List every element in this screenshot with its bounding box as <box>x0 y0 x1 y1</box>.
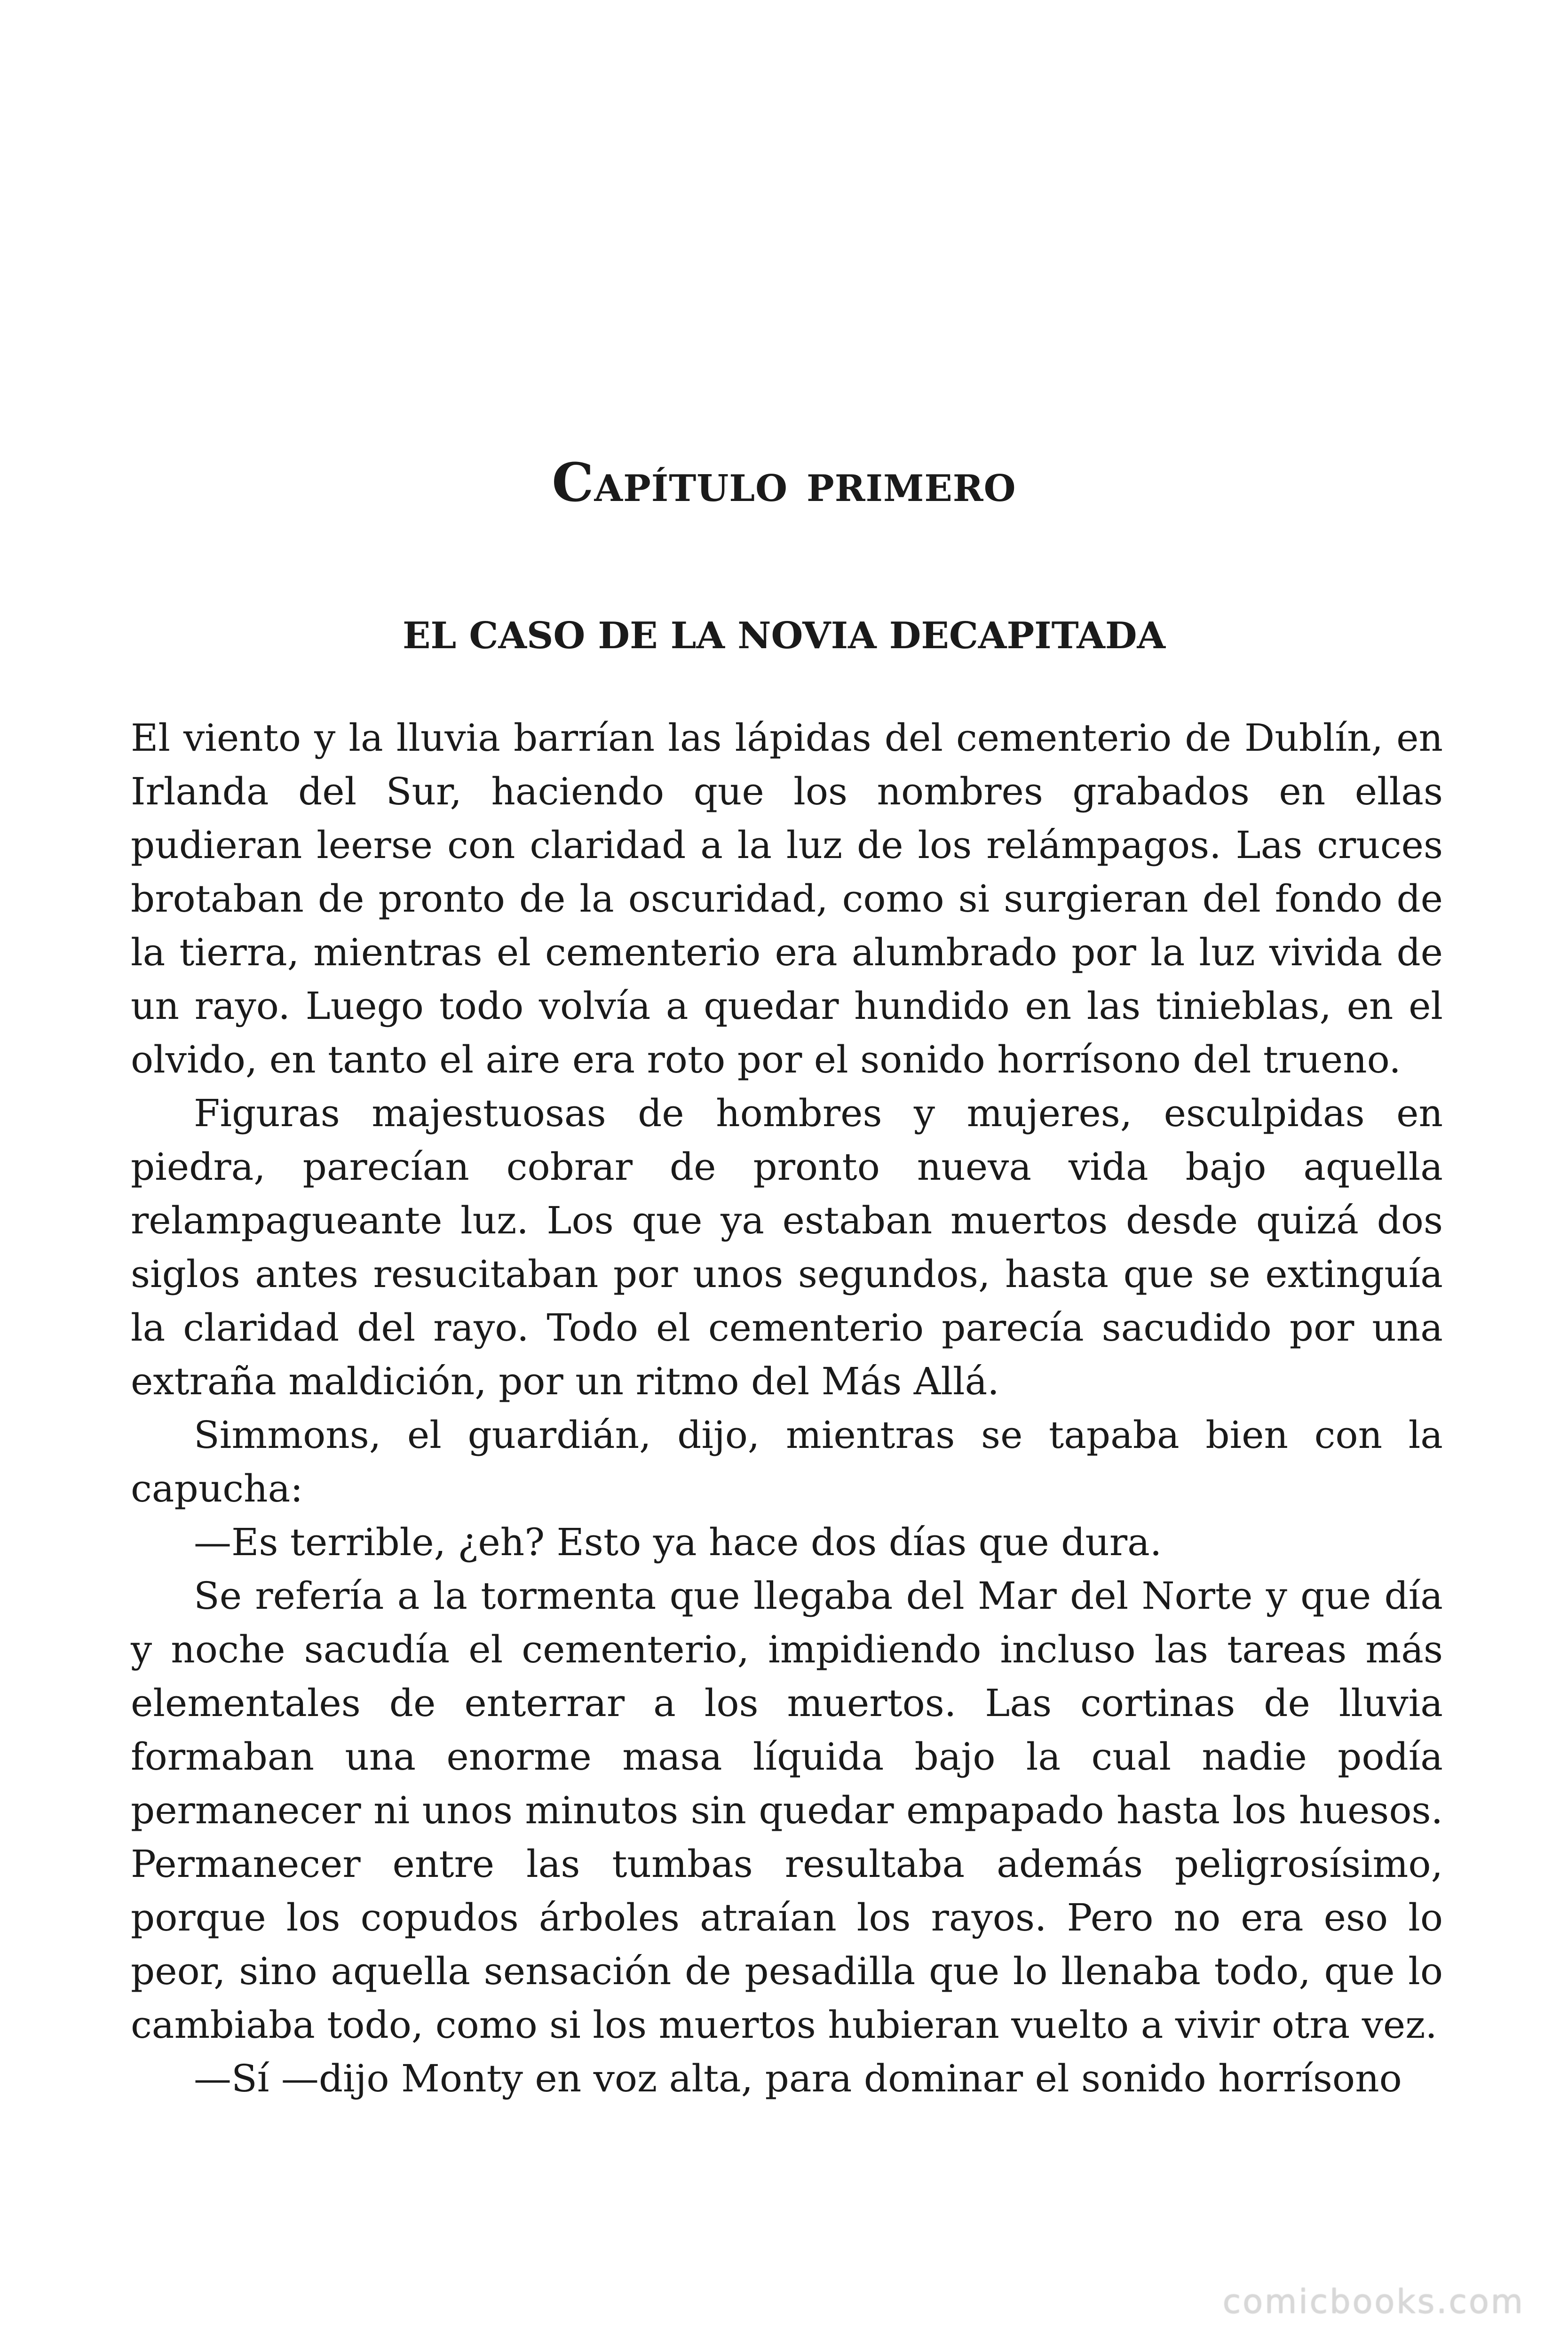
watermark: comicbooks.com <box>1222 2282 1525 2321</box>
paragraph: Se refería a la tormenta que llegaba del Mar del Norte y que día y noche sacudía el cementerio, impidiendo incluso las tareas más elementales de enterrar a los muertos. Las cortinas de lluvia formaban una enorme masa líquida bajo la cual nadie podía permanecer ni unos minutos sin quedar empapado hasta los huesos. Permanecer entre las tumbas resultaba además peligrosísimo, porque los copudos árboles atraían los rayos. Pero no era eso lo peor, sino aquella sensación de pesadilla que lo llenaba todo, que lo cambiaba todo, como si los muertos hubieran vuelto a vivir otra vez. <box>131 1574 1443 2047</box>
chapter-subtitle: EL CASO DE LA NOVIA DECAPITADA <box>402 614 1166 657</box>
paragraph: —Sí —dijo Monty en voz alta, para dominar el sonido horrísono <box>194 2057 1402 2100</box>
chapter-body <box>131 711 1443 2106</box>
paragraph: Figuras majestuosas de hombres y mujeres, esculpidas en piedra, parecían cobrar de pronto nueva vida bajo aquella relampagueante luz. Los que ya estaban muertos desde quizá dos siglos antes resucitaban por unos segundos, hasta que se extinguía la claridad del rayo. Todo el cementerio parecía sacudido por una extraña maldición, por un ritmo del Más Allá. <box>131 1091 1443 1403</box>
paragraph: Simmons, el guardián, dijo, mientras se tapaba bien con la capucha: <box>131 1413 1443 1510</box>
paragraph: —Es terrible, ¿eh? Esto ya hace dos días que dura. <box>194 1520 1162 1564</box>
paragraph: El viento y la lluvia barrían las lápidas del cementerio de Dublín, en Irlanda del Sur, haciendo que los nombres grabados en ellas pudieran leerse con claridad a la luz de los relámpagos. Las cruces brotaban de pronto de la oscuridad, como si surgieran del fondo de la tierra, mientras el cementerio era alumbrado por la luz vivida de un rayo. Luego todo volvía a quedar hundido en las tinieblas, en el olvido, en tanto el aire era roto por el sonido horrísono del trueno. <box>131 716 1443 1081</box>
chapter-title: Capítulo primero <box>552 452 1016 514</box>
